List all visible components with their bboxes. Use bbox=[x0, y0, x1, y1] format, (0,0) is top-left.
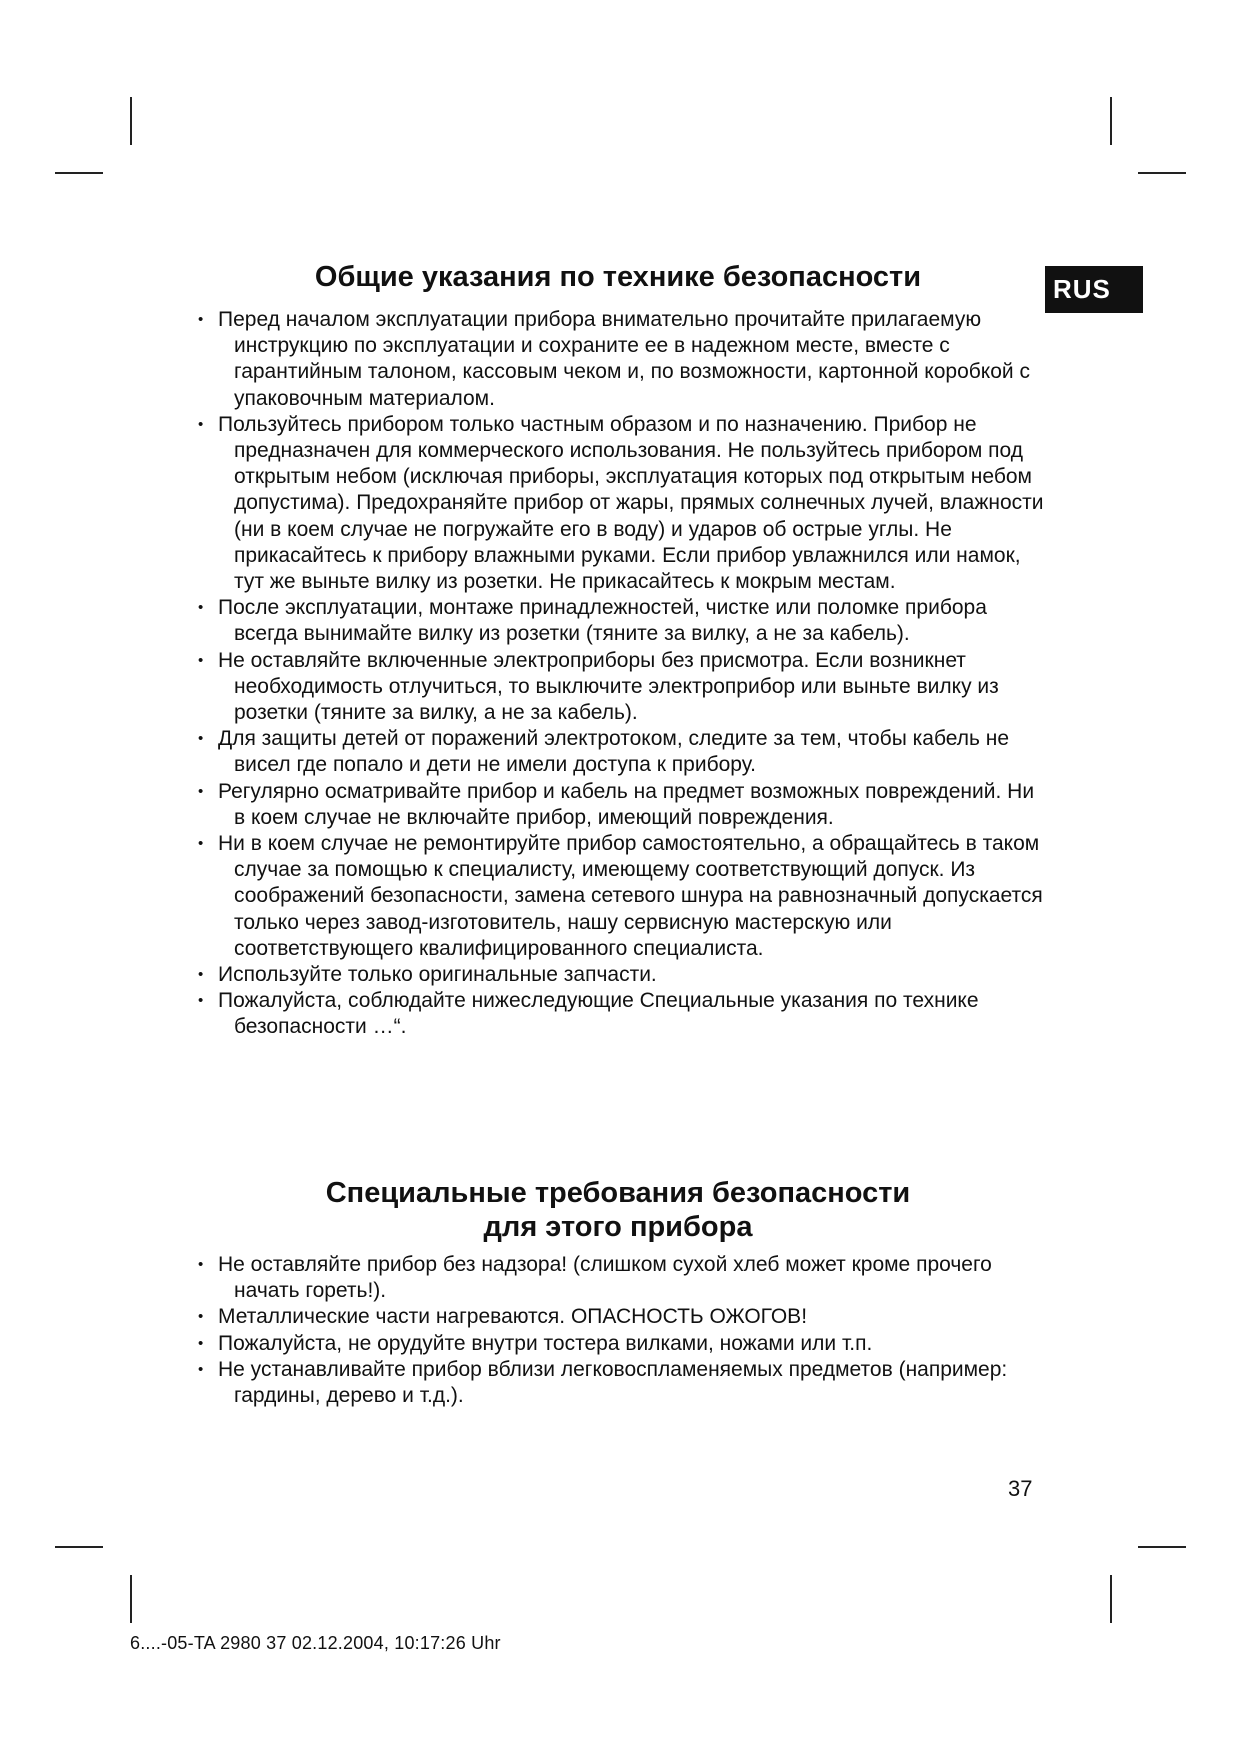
general-safety-heading: Общие указания по технике безопасности bbox=[314, 261, 922, 293]
crop-mark-top-left-vertical bbox=[130, 97, 132, 145]
list-item: • Регулярно осматривайте прибор и кабель на предмет возможных повреждений. Ни в коем случае не включайте прибор, имеющий повреждения. bbox=[198, 779, 1048, 831]
special-safety-heading-line2: для этого прибора bbox=[483, 1211, 753, 1243]
special-safety-heading-line1: Специальные требования безопасности bbox=[325, 1177, 911, 1209]
crop-mark-top-right-horizontal bbox=[1138, 172, 1186, 174]
crop-mark-bottom-left-horizontal bbox=[55, 1546, 103, 1548]
special-safety-heading bbox=[198, 1176, 1038, 1244]
list-item: • Пожалуйста, не орудуйте внутри тостера вилками, ножами или т.п. bbox=[198, 1331, 1048, 1357]
list-item: • Не оставляйте включенные электроприборы без присмотра. Если возникнет необходимость отлучиться, то выключите электроприбор или выньте вилку из розетки (тяните за вилку, а не за кабель). bbox=[198, 648, 1048, 727]
general-safety-list bbox=[198, 307, 1048, 1041]
print-footer: 6....-05-TA 2980 37 02.12.2004, 10:17:26 Uhr bbox=[130, 1633, 501, 1653]
crop-mark-top-left-horizontal bbox=[55, 172, 103, 174]
list-item: • Пользуйтесь прибором только частным образом и по назначению. Прибор не предназначен для коммерческого использования. Не пользуйтесь прибором под открытым небом (исключая приборы, эксплуатация которых под открытым небом допустима). Предохраняйте прибор от жары, прямых солнечных лучей, влажности (ни в коем случае не погружайте его в воду) и ударов об острые углы. Не прикасайтесь к прибору влажными руками. Если прибор увлажнился или намок, тут же выньте вилку из розетки. Не прикасайтесь к мокрым местам. bbox=[198, 412, 1048, 595]
page-number: 37 bbox=[1008, 1476, 1033, 1501]
crop-mark-top-right-vertical bbox=[1110, 97, 1112, 145]
list-item: • Перед началом эксплуатации прибора внимательно прочитайте прилагаемую инструкцию по эксплуатации и сохраните ее в надежном месте, вместе с гарантийным талоном, кассовым чеком и, по возможности, картонной коробкой с упаковочным материалом. bbox=[198, 307, 1048, 412]
crop-mark-bottom-right-horizontal bbox=[1138, 1546, 1186, 1548]
list-item: • Металлические части нагреваются. ОПАСНОСТЬ ОЖОГОВ! bbox=[198, 1304, 1048, 1330]
special-safety-list bbox=[198, 1252, 1048, 1409]
list-item: • Не устанавливайте прибор вблизи легковоспламеняемых предметов (например: гардины, дерево и т.д.). bbox=[198, 1357, 1048, 1409]
list-item: • После эксплуатации, монтаже принадлежностей, чистке или поломке прибора всегда вынимайте вилку из розетки (тяните за вилку, а не за кабель). bbox=[198, 595, 1048, 647]
list-item: • Пожалуйста, соблюдайте нижеследующие Специальные указания по технике безопасности …“. bbox=[198, 988, 1048, 1040]
crop-mark-bottom-left-vertical bbox=[130, 1575, 132, 1623]
list-item: • Для защиты детей от поражений электротоком, следите за тем, чтобы кабель не висел где попало и дети не имели доступа к прибору. bbox=[198, 726, 1048, 778]
list-item: • Используйте только оригинальные запчасти. bbox=[198, 962, 1048, 988]
list-item: • Ни в коем случае не ремонтируйте прибор самостоятельно, а обращайтесь в таком случае за помощью к специалисту, имеющему соответствующий допуск. Из соображений безопасности, замена сетевого шнура на равнозначный допускается только через завод-изготовитель, нашу сервисную мастерскую или соответствующего квалифицированного специалиста. bbox=[198, 831, 1048, 962]
language-tab: RUS bbox=[1045, 266, 1143, 313]
crop-mark-bottom-right-vertical bbox=[1110, 1575, 1112, 1623]
list-item: • Не оставляйте прибор без надзора! (слишком сухой хлеб может кроме прочего начать гореть!). bbox=[198, 1252, 1048, 1304]
